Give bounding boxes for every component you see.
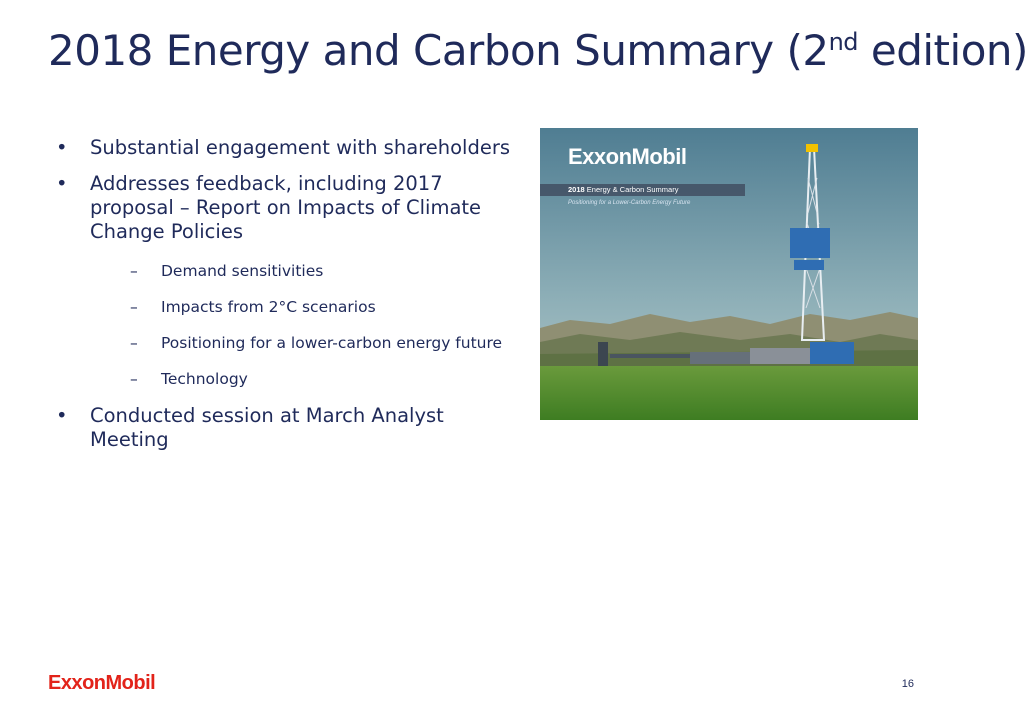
exxonmobil-logo: ExxonMobil	[48, 672, 156, 694]
bullet-marker: •	[56, 404, 68, 427]
sub-bullet-item	[90, 368, 522, 390]
sub-bullet-text: Positioning for a lower-carbon energy future	[161, 334, 503, 352]
drilling-rig-landscape-image	[540, 128, 918, 420]
cover-title: 2018 Energy & Carbon Summary	[568, 185, 679, 194]
bullet-item	[52, 404, 522, 452]
sub-bullet-item	[90, 332, 522, 354]
bullet-item	[52, 136, 522, 160]
sub-bullet-marker: –	[130, 298, 138, 316]
bullet-text: Substantial engagement with shareholders	[90, 136, 510, 159]
report-cover-image	[540, 128, 918, 420]
bullet-text: Addresses feedback, including 2017 proposal – Report on Impacts of Climate Change Policies	[90, 172, 482, 243]
sub-bullet-text: Impacts from 2°C scenarios	[161, 298, 376, 316]
cover-brand-logo: ExxonMobil	[568, 144, 687, 169]
sub-bullet-marker: –	[130, 334, 138, 352]
bullet-item	[52, 172, 522, 390]
sub-bullet-list	[90, 260, 522, 390]
bullet-list	[52, 136, 522, 464]
sub-bullet-marker: –	[130, 262, 138, 280]
sub-bullet-marker: –	[130, 370, 138, 388]
sub-bullet-text: Technology	[161, 370, 248, 388]
bullet-text: Conducted session at March Analyst Meeting	[90, 404, 444, 451]
cover-tagline: Positioning for a Lower-Carbon Energy Future	[568, 200, 691, 206]
sub-bullet-text: Demand sensitivities	[161, 262, 324, 280]
bullet-marker: •	[56, 136, 68, 159]
bullet-marker: •	[56, 172, 68, 195]
sub-bullet-item	[90, 260, 522, 282]
slide-title: 2018 Energy and Carbon Summary (2nd edition)	[48, 26, 1028, 75]
sub-bullet-item	[90, 296, 522, 318]
page-number: 16	[901, 678, 914, 690]
